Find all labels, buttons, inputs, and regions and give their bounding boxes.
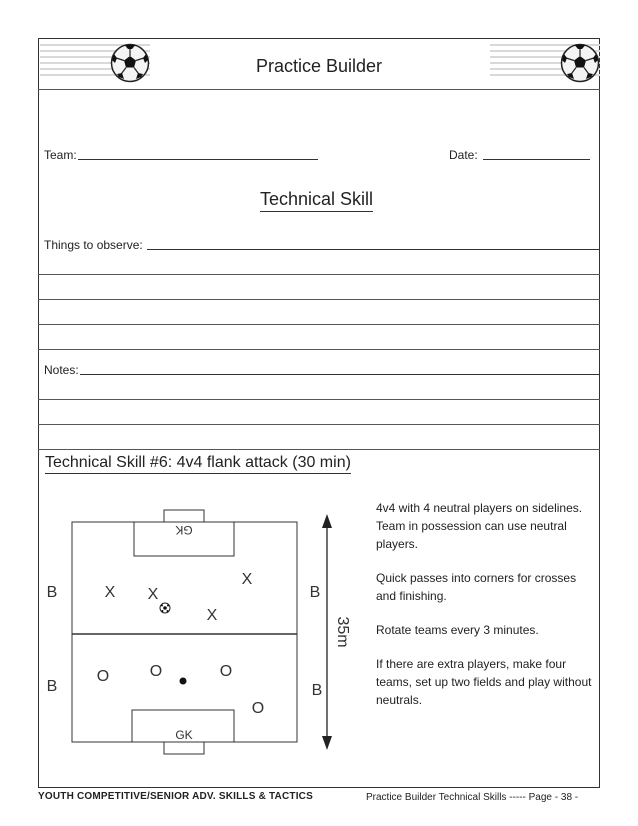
writing-line[interactable] [38,299,600,300]
drill-description [376,499,598,725]
description-paragraph: If there are extra players, make four teams, set up two fields and play without neutrals. [376,657,592,707]
observe-label: Things to observe: [44,238,143,252]
section-title-text: Technical Skill [260,189,373,212]
writing-line[interactable] [38,274,600,275]
distance-label: 35m [334,616,351,648]
date-label: Date: [449,148,478,162]
team-o-player: O [251,700,265,717]
writing-line[interactable] [38,324,600,325]
neutral-player: B [46,678,58,695]
section-title [260,189,373,210]
team-x-player: X [147,586,159,603]
notes-field[interactable] [80,374,600,375]
footer-right: Practice Builder Technical Skills ----- Page - 38 - [366,792,579,803]
top-goal [164,510,204,522]
soccer-ball-icon [160,603,170,613]
writing-line[interactable] [38,424,600,425]
writing-line[interactable] [38,349,600,350]
writing-line[interactable] [38,449,600,450]
team-o-player: O [219,663,233,680]
drill-title-text: Technical Skill #6: 4v4 flank attack (30 min) [45,454,351,474]
center-spot [180,678,187,685]
page-title: Practice Builder [255,56,383,76]
team-o-player: O [149,663,163,680]
description-paragraph: Rotate teams every 3 minutes. [376,623,539,637]
notes-label: Notes: [44,363,79,377]
team-field[interactable] [78,159,318,160]
neutral-player: B [309,584,321,601]
neutral-player: B [311,682,323,699]
team-o-player: O [96,668,110,685]
observe-field[interactable] [147,249,600,250]
team-x-player: X [241,571,253,588]
drill-title [45,454,351,472]
header-divider [38,89,600,90]
writing-line[interactable] [38,399,600,400]
date-field[interactable] [483,159,590,160]
field-diagram [40,500,370,760]
footer-left: YOUTH COMPETITIVE/SENIOR ADV. SKILLS & TACTICS [38,791,313,802]
description-paragraph: Quick passes into corners for crosses and finishing. [376,571,577,603]
bottom-goal [164,742,204,754]
distance-arrow [322,514,332,750]
team-x-player: X [206,607,218,624]
description-paragraph: 4v4 with 4 neutral players on sidelines. Team in possession can use neutral players. [376,501,583,551]
gk-bottom-label: GK [175,728,193,742]
team-label: Team: [44,148,77,162]
neutral-player: B [46,584,58,601]
team-x-player: X [104,584,116,601]
gk-top-label: GK [175,523,193,537]
